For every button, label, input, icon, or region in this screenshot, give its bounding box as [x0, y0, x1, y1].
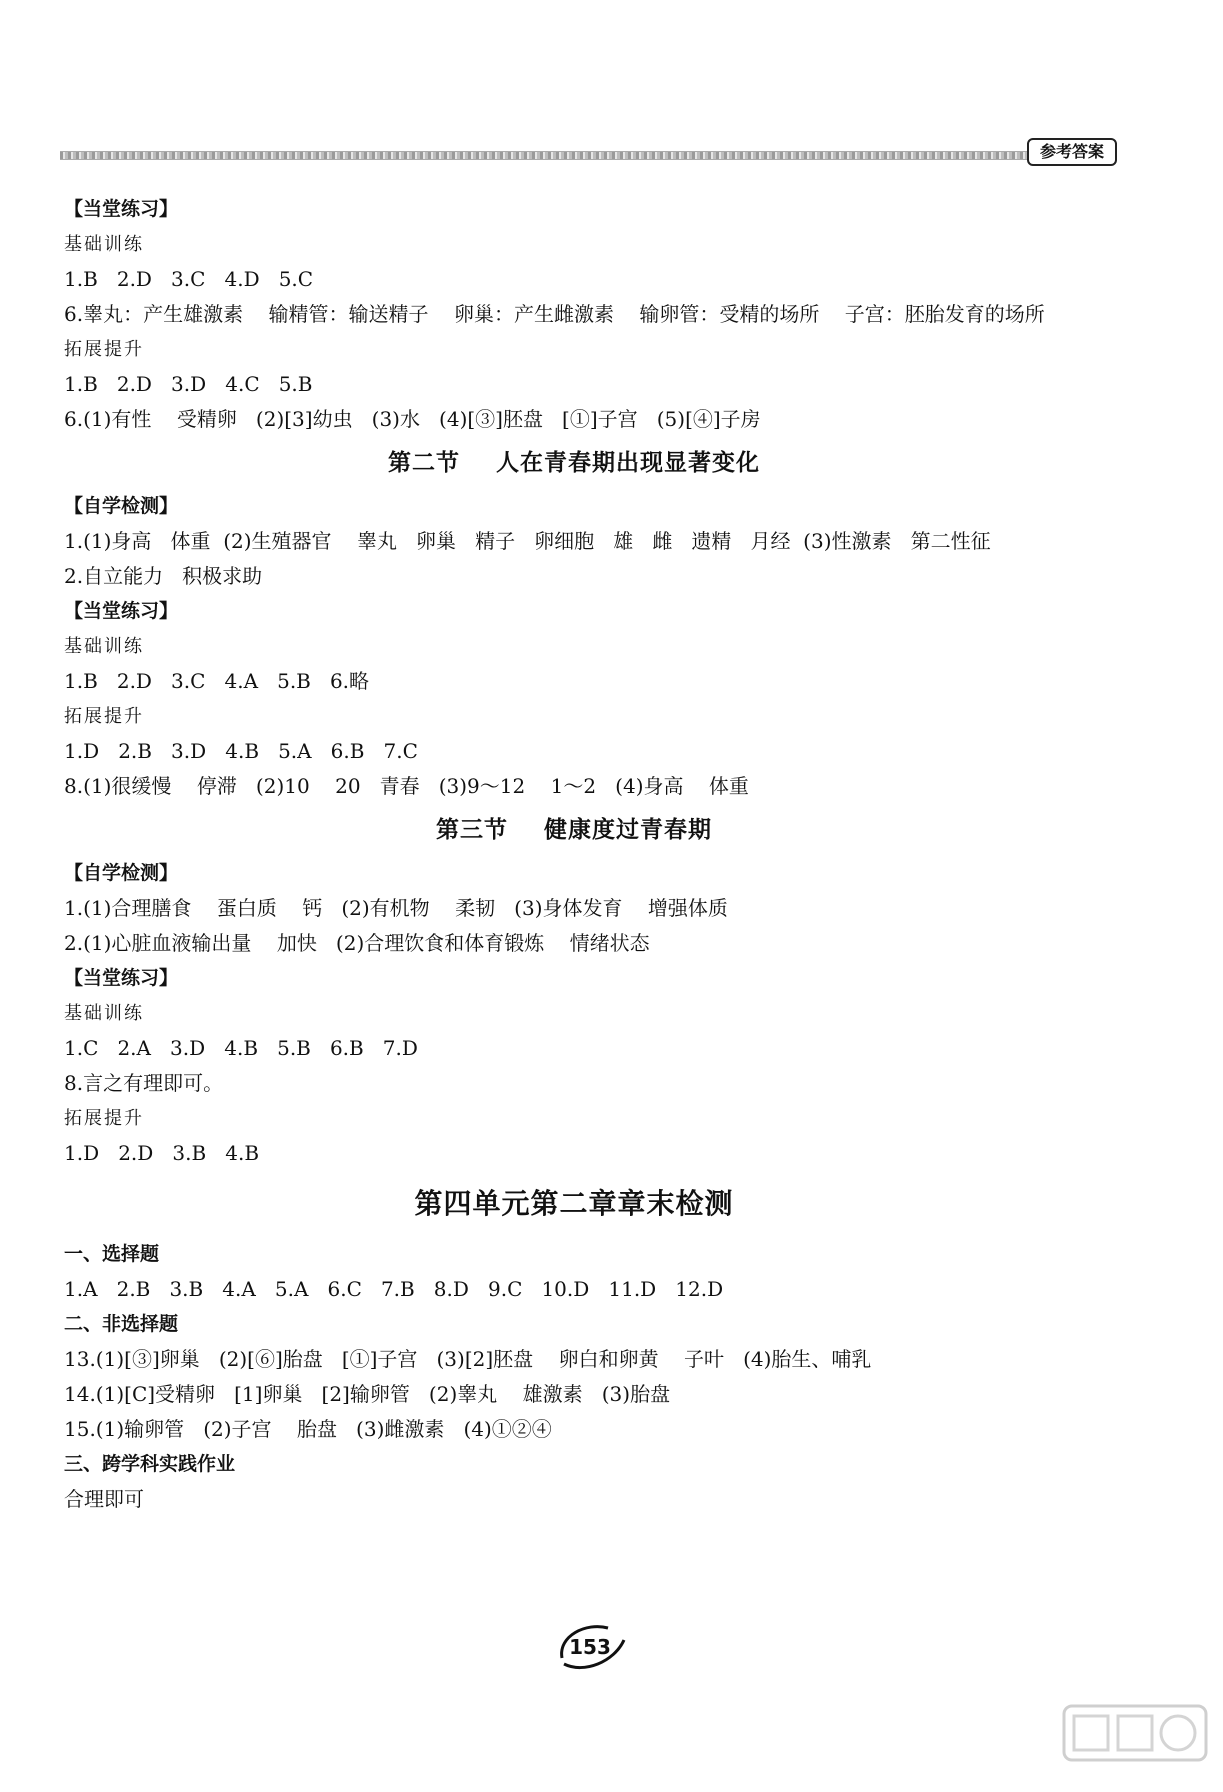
page-number: 153	[569, 1635, 611, 1659]
answer-line: 合理即可	[64, 1487, 144, 1511]
answer-line: 6.睾丸：产生雄激素 输精管：输送精子 卵巢：产生雌激素 输卵管：受精的场所 子宫：胚胎发育的场所	[64, 302, 1045, 326]
watermark-logo-icon	[1060, 1700, 1210, 1780]
header-decorative-rule	[60, 151, 1110, 160]
exercise-heading: 三、跨学科实践作业	[64, 1453, 236, 1475]
exercise-heading: 一、选择题	[64, 1243, 160, 1265]
exercise-subheading: 拓展提升	[64, 706, 144, 727]
answer-line: 2.(1)心脏血液输出量 加快 (2)合理饮食和体育锻炼 情绪状态	[64, 931, 650, 955]
answer-line: 2.自立能力 积极求助	[64, 564, 263, 588]
exercise-heading: 【当堂练习】	[64, 600, 179, 622]
header-answer-tag: 参考答案	[1027, 138, 1117, 166]
answer-line: 1.C 2.A 3.D 4.B 5.B 6.B 7.D	[64, 1036, 418, 1060]
answer-line: 8.(1)很缓慢 停滞 (2)10 20 青春 (3)9～12 1～2 (4)身高 体重	[64, 774, 749, 798]
exercise-subheading: 基础训练	[64, 1003, 144, 1024]
answer-line: 1.(1)身高 体重 (2)生殖器官 睾丸 卵巢 精子 卵细胞 雄 雌 遗精 月经 (3)性激素 第二性征	[64, 529, 991, 553]
answer-line: 14.(1)[C]受精卵 [1]卵巢 [2]输卵管 (2)睾丸 雄激素 (3)胎盘	[64, 1382, 671, 1406]
exercise-subheading: 拓展提升	[64, 339, 144, 360]
answer-line: 1.B 2.D 3.D 4.C 5.B	[64, 372, 313, 396]
answer-line: 1.D 2.B 3.D 4.B 5.A 6.B 7.C	[64, 739, 418, 763]
exercise-heading: 二、非选择题	[64, 1313, 179, 1335]
exercise-subheading: 基础训练	[64, 636, 144, 657]
answer-line: 13.(1)[③]卵巢 (2)[⑥]胎盘 [①]子宫 (3)[2]胚盘 卵白和卵黄 子叶 (4)胎生、哺乳	[64, 1347, 872, 1371]
answer-content	[64, 192, 1124, 1517]
answer-line: 15.(1)输卵管 (2)子宫 胎盘 (3)雌激素 (4)①②④	[64, 1417, 552, 1441]
exercise-heading: 【当堂练习】	[64, 967, 179, 989]
chapter-title: 第四单元第二章章末检测	[414, 1187, 734, 1220]
section-title: 第二节 人在青春期出现显著变化	[387, 450, 761, 476]
exercise-heading: 【自学检测】	[64, 495, 179, 517]
answer-line: 6.(1)有性 受精卵 (2)[3]幼虫 (3)水 (4)[③]胚盘 [①]子宫 (5)[④]子房	[64, 407, 761, 431]
exercise-subheading: 基础训练	[64, 234, 144, 255]
exercise-heading: 【当堂练习】	[64, 198, 179, 220]
section-title: 第三节 健康度过青春期	[435, 817, 713, 843]
answer-line: 1.B 2.D 3.C 4.A 5.B 6.略	[64, 669, 370, 693]
exercise-subheading: 拓展提升	[64, 1108, 144, 1129]
answer-line: 1.(1)合理膳食 蛋白质 钙 (2)有机物 柔韧 (3)身体发育 增强体质	[64, 896, 728, 920]
answer-line: 1.A 2.B 3.B 4.A 5.A 6.C 7.B 8.D 9.C 10.D 11.D 12.D	[64, 1277, 724, 1301]
answer-line: 1.B 2.D 3.C 4.D 5.C	[64, 267, 314, 291]
exercise-heading: 【自学检测】	[64, 862, 179, 884]
answer-line: 1.D 2.D 3.B 4.B	[64, 1141, 260, 1165]
answer-line: 8.言之有理即可。	[64, 1071, 224, 1095]
